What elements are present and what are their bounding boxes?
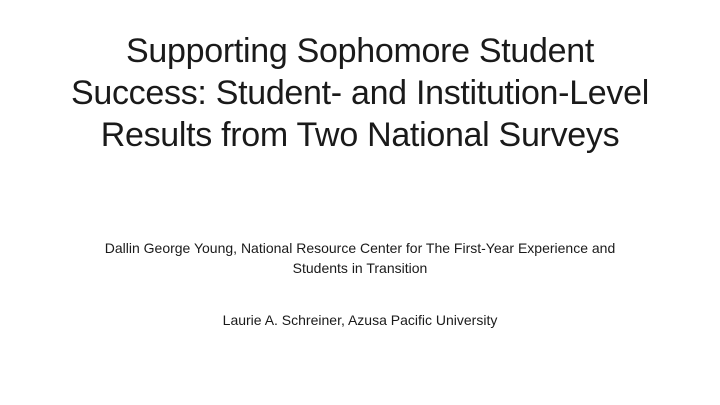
slide-title: Supporting Sophomore Student Success: Student- and Institution-Level Results from Two National Surveys: [71, 32, 649, 154]
slide-subtitle: [80, 238, 640, 330]
author-line-1: Dallin George Young, National Resource Center for The First-Year Experience and Students in Transition: [104, 240, 616, 276]
author-line-2: Laurie A. Schreiner, Azusa Pacific University: [222, 312, 498, 328]
